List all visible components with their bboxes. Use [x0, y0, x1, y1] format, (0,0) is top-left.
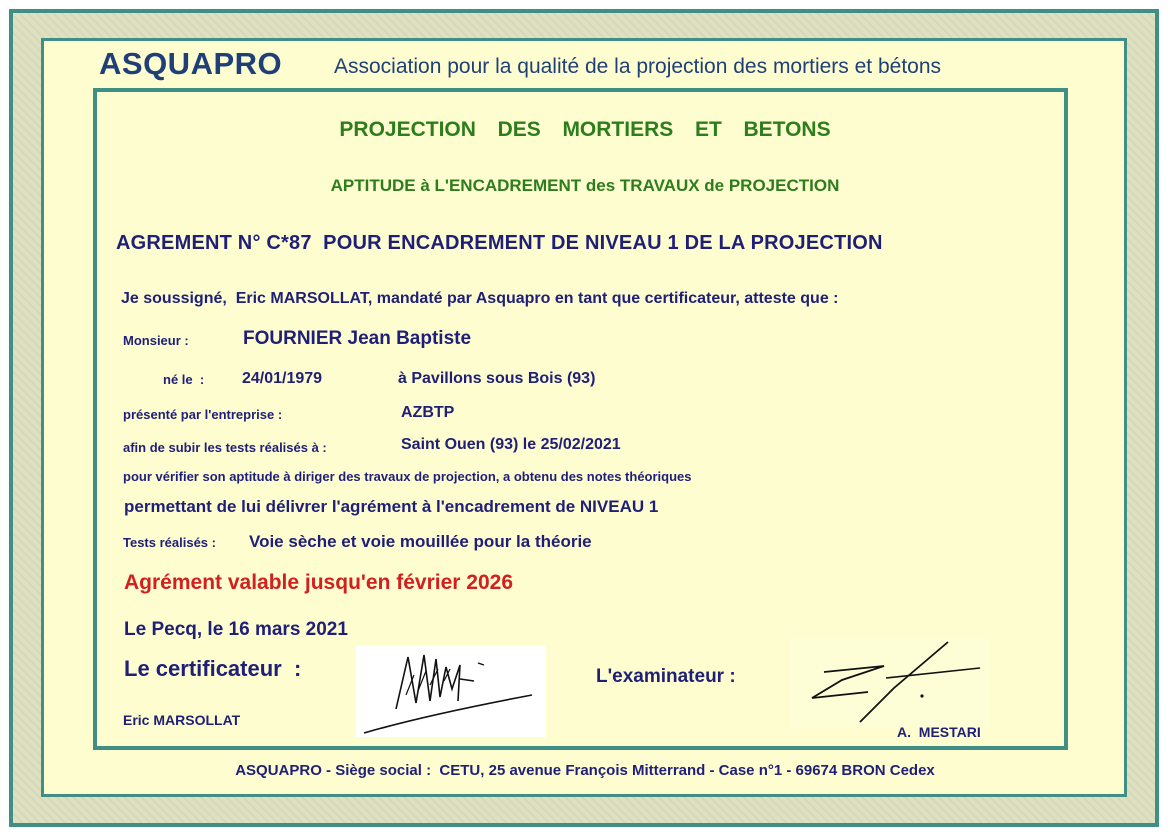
birth-date: 24/01/1979: [242, 370, 323, 387]
examiner-signature-drawing: [790, 638, 990, 728]
certificate-title: [0, 118, 1170, 142]
birth-date-label: né le :: [163, 372, 205, 387]
examiner-name: A. MESTARI: [897, 724, 981, 740]
civility-label: Monsieur :: [123, 333, 189, 348]
certificate-subtitle: [0, 176, 1170, 196]
tests-label: Tests réalisés :: [123, 535, 216, 550]
result-text: permettant de lui délivrer l'agrément à l'encadrement de NIVEAU 1: [124, 497, 659, 516]
agreement-number: AGREMENT N° C*87 POUR ENCADREMENT DE NIVEAU 1 DE LA PROJECTION: [116, 232, 883, 254]
tests-location: Saint Ouen (93) le 25/02/2021: [401, 436, 621, 453]
examiner-signature: [790, 638, 990, 728]
company-label: présenté par l'entreprise :: [123, 407, 283, 422]
footer-address: ASQUAPRO - Siège social : CETU, 25 avenue François Mitterrand - Case n°1 - 69674 BRON Cedex: [235, 762, 935, 779]
subtitle-text: APTITUDE à L'ENCADREMENT des TRAVAUX de PROJECTION: [330, 176, 840, 195]
certifier-name: Eric MARSOLLAT: [123, 712, 241, 728]
examiner-label: L'examinateur :: [596, 666, 736, 687]
asquapro-logo: ASQUAPRO: [99, 46, 283, 81]
tests-performed: Voie sèche et voie mouillée pour la théorie: [249, 532, 592, 551]
holder-name: FOURNIER Jean Baptiste: [243, 328, 472, 349]
validity-notice: Agrément valable jusqu'en février 2026: [124, 571, 513, 594]
title-text: PROJECTION DES MORTIERS ET BETONS: [339, 118, 831, 141]
company-name: AZBTP: [401, 404, 455, 421]
certifier-signature: [356, 645, 546, 737]
place-and-date: Le Pecq, le 16 mars 2021: [124, 619, 348, 640]
association-name: Association pour la qualité de la projection des mortiers et bétons: [334, 55, 942, 78]
certifier-label: Le certificateur :: [124, 656, 302, 681]
certifier-signature-drawing: [356, 645, 546, 737]
tests-location-label: afin de subir les tests réalisés à :: [123, 440, 327, 455]
birth-place: à Pavillons sous Bois (93): [398, 370, 596, 387]
purpose-text: pour vérifier son aptitude à diriger des travaux de projection, a obtenu des notes théoriques: [123, 469, 692, 484]
attestation-intro: Je soussigné, Eric MARSOLLAT, mandaté par Asquapro en tant que certificateur, atteste que :: [121, 290, 839, 307]
